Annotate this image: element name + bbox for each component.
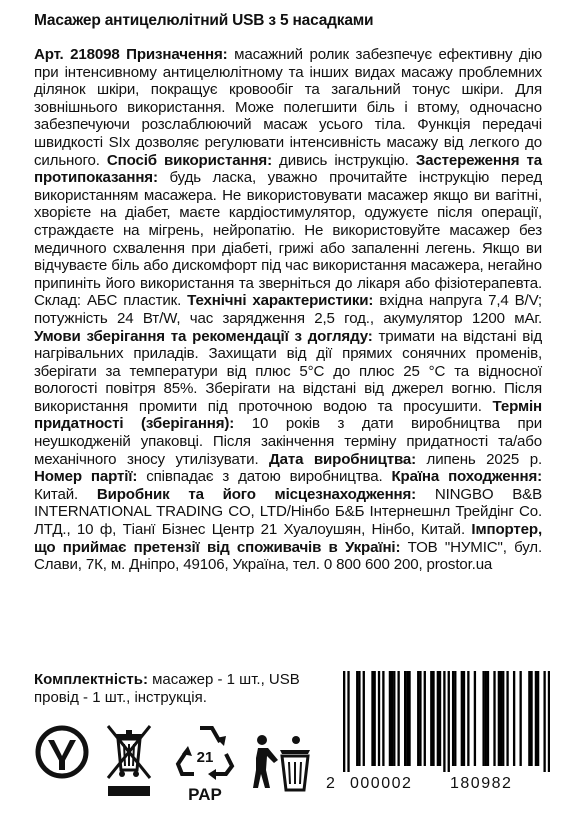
usage-label: Спосіб використання: (106, 151, 272, 169)
purpose-text: масажний ролик забезпечує ефективну дію при інтенсивному антицелюлітному та інших видах масажу проблемних ділянок шкіри, покращує кровообіг та загальний тонус шкіри. Для зовнішнього використання. Може полегшити біль і втому, одночасно забезпечуючи розслаблюючий масаж усього тіла. Функція передачі швидкості SIx дозволяє регулювати інтенсивність масажу від легкого до сильного. (34, 46, 542, 169)
barcode-bar (500, 671, 502, 766)
barcode-bar (397, 671, 399, 766)
certification-icons (30, 720, 320, 810)
barcode-right-group: 180982 (450, 775, 513, 792)
page-title: Масажер антицелюлітний USB з 5 насадками (34, 12, 374, 29)
barcode-bar (356, 671, 358, 766)
specs-label: Технічні характеристики: (187, 292, 374, 310)
country-label: Країна походження: (391, 468, 542, 486)
barcode-bar (382, 671, 384, 766)
barcode-bar (363, 671, 365, 766)
barcode-bar (393, 671, 395, 766)
barcode-bar (371, 671, 373, 766)
ukrsepro-mark-icon (38, 728, 86, 776)
warnings-text: будь ласка, уважно прочитайте інструкцію перед використанням масажера. Не використовувати масажер якщо ви вагітні, хворієте на діабет, маєте кардіостимулятор, одужуєте після операції, страждаєте на мігрень, нейропатію. Не використовуйте масажер без медичного схвалення при діабеті, грижі або запаленні легень. Якщо ви відчуваєте біль або дискомфорт під час використання масажера, негайно припиніть його використання та зверніться до лікаря або фізіотерапевта. Склад: АБС пластик. (34, 169, 542, 310)
barcode-bar (530, 671, 532, 766)
barcode-bar (474, 671, 476, 766)
barcode-bar (548, 671, 550, 772)
barcode-bar (543, 671, 545, 772)
kit-label: Комплектність: (34, 671, 148, 688)
barcode-bar (358, 671, 360, 766)
production-date-label: Дата виробництва: (269, 450, 416, 468)
barcode-bar (408, 671, 410, 766)
barcode-bar (389, 671, 391, 766)
barcode-bar (535, 671, 537, 766)
barcode-bar (454, 671, 456, 766)
barcode-bar (443, 671, 445, 772)
importer-text: ТОВ "НУМІС", бул. Слави, 7К, м. Дніпро, 49106, Україна, тел. 0 800 600 200, prostor.ua (34, 538, 542, 574)
kit-text: масажер - 1 шт., USB провід - 1 шт., інструкція. (34, 671, 300, 706)
barcode (343, 671, 550, 772)
barcode-bar (391, 671, 393, 766)
barcode-bar (437, 671, 439, 766)
maker-label: Виробник та його місцезнаходження: (96, 485, 417, 503)
barcode-bar (439, 671, 441, 766)
warnings-label: Застереження та протипоказання: (34, 151, 542, 187)
barcode-bar (452, 671, 454, 766)
article-label: Арт. 218098 (34, 46, 120, 63)
barcode-bar (461, 671, 463, 766)
usage-text: дивись інструкцію. (271, 151, 409, 169)
storage-label: Умови зберігання та рекомендації з догляду: (34, 327, 373, 345)
barcode-bar (406, 671, 408, 766)
barcode-bar (463, 671, 465, 766)
production-date-text: липень 2025 р. (416, 450, 542, 468)
barcode-bar (347, 671, 349, 772)
label-body-text (34, 46, 542, 574)
shelf-life-label: Термін придатності (зберігання): (34, 397, 542, 433)
barcode-bar (378, 671, 380, 766)
barcode-bar (519, 671, 521, 766)
barcode-bar (493, 671, 495, 766)
barcode-bar (374, 671, 376, 766)
barcode-bar (430, 671, 432, 766)
tidyman-icon (253, 735, 310, 790)
barcode-bar (432, 671, 434, 766)
purpose-label: Призначення: (126, 46, 228, 63)
barcode-bar (343, 671, 345, 772)
specs-text: вхідна напруга 7,4 В/V; потужність 24 Вт/W, час зарядження 2,5 год., акумулятор 1200 мАг. (34, 292, 542, 327)
barcode-bar (502, 671, 504, 766)
barcode-bar (528, 671, 530, 766)
barcode-bar (424, 671, 426, 766)
country-text: Китай. (34, 485, 97, 503)
barcode-bar (487, 671, 489, 766)
barcode-bar (467, 671, 469, 766)
maker-text: NINGBO B&B INTERNATIONAL TRADING CO, LTD/Нінбо Б&Б Інтернешнл Трейдінг Со. ЛТД., 10 ф, Тіанї Бізнес Центр 21 Хуалоушян, Нінбо, Китай. (34, 485, 542, 539)
storage-text: тримати на відстані від нагрівальних приладів. Захищати від дії прямих сонячних променів, зберігати за температури від плюс 5°С до плюс 25 °С та відносної вологості повітря 85%. Зберігати на відстані від джерел вогню. Після використання промити під проточною водою та просушити. (34, 327, 542, 415)
barcode-bar (498, 671, 500, 766)
barcode-bar (419, 671, 421, 766)
barcode-bar (482, 671, 484, 766)
kit-contents (34, 671, 324, 707)
recycle-code: PAP (188, 785, 222, 804)
barcode-first-digit: 2 (326, 775, 335, 792)
barcode-left-group: 000002 (350, 775, 413, 792)
batch-label: Номер партії: (34, 468, 138, 486)
shelf-life-text: 10 років з дати виробництва при неушкодженій упаковці. Після закінчення терміну придатності та/або механічного зносу утилізувати. (34, 415, 543, 468)
barcode-bar (448, 671, 450, 772)
batch-text: співпадає з датою виробництва. (137, 468, 392, 486)
barcode-bar (485, 671, 487, 766)
recycle-pap-icon (178, 728, 232, 804)
barcode-bar (417, 671, 419, 766)
barcode-bar (506, 671, 508, 766)
barcode-bar (537, 671, 539, 766)
recycle-number: 21 (196, 749, 214, 766)
barcode-bar (513, 671, 515, 766)
crossed-bin-icon (108, 726, 150, 796)
importer-label: Імпортер, що приймає претензії від споживачів в Україні: (34, 521, 542, 556)
barcode-bar (404, 671, 406, 766)
